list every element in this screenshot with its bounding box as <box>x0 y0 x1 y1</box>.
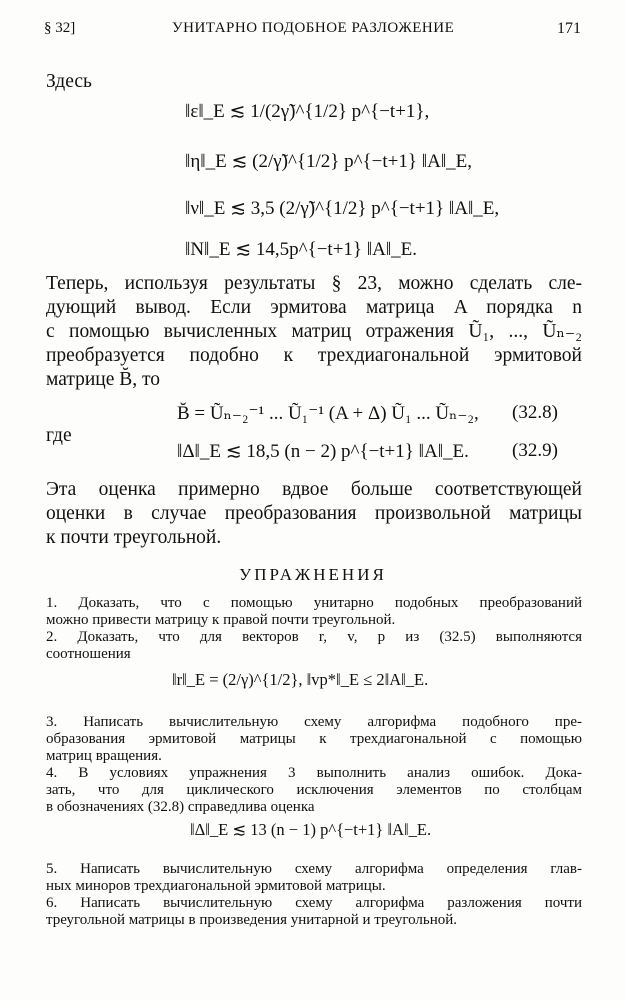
equation-number-32-9: (32.9) <box>512 440 558 461</box>
exercise-line: 5. Написать вычислительную схему алгорифма определения глав- <box>46 861 582 877</box>
exercise-line: 4. В условиях упражнения 3 выполнить анализ ошибок. Дока- <box>46 765 582 781</box>
estimate-N: ‖N‖_E ≲ 14,5p^{−t+1} ‖A‖_E. <box>185 239 418 260</box>
exercise-4-formula: ‖Δ‖_E ≲ 13 (n − 1) p^{−t+1} ‖A‖_E. <box>190 820 432 839</box>
paragraph-2-line: оценки в случае преобразования произвольной матрицы <box>46 503 582 524</box>
exercise-line: соотношения <box>46 646 131 662</box>
exercise-line: зать, что для циклического исключения элементов по столбцам <box>46 782 582 798</box>
running-title: УНИТАРНО ПОДОБНОЕ РАЗЛОЖЕНИЕ <box>172 20 455 36</box>
estimate-eta: ‖η‖_E ≲ (2/γ̃)^{1/2} p^{−t+1} ‖A‖_E, <box>185 151 473 172</box>
paragraph-1-line: матрице B̆, то <box>46 369 161 390</box>
section-ref: § 32] <box>44 20 76 36</box>
exercise-line: 6. Написать вычислительную схему алгорифма разложения почти <box>46 895 582 911</box>
exercise-line: в обозначениях (32.8) справедлива оценка <box>46 799 315 815</box>
exercise-line: 2. Доказать, что для векторов r, v, p из (32.5) выполняются <box>46 629 582 645</box>
exercises-heading: УПРАЖНЕНИЯ <box>239 565 387 584</box>
equation-32-9: ‖Δ‖_E ≲ 18,5 (n − 2) p^{−t+1} ‖A‖_E. <box>177 441 469 462</box>
paragraph-2-line: к почти треугольной. <box>46 527 222 548</box>
equation-32-8: B̆ = Ũₙ₋₂⁻¹ ... Ũ₁⁻¹ (A + Δ) Ũ₁ ... Ũₙ₋₂, <box>177 403 479 424</box>
intro-word: Здесь <box>46 71 92 92</box>
exercise-line: 3. Написать вычислительную схему алгорифма подобного пре- <box>46 714 582 730</box>
estimate-epsilon: ‖ε‖_E ≲ 1/(2γ̃)^{1/2} p^{−t+1}, <box>185 101 430 122</box>
exercise-line: матриц вращения. <box>46 748 162 764</box>
paragraph-1-line: Теперь, используя результаты § 23, можно сделать сле- <box>46 273 582 294</box>
paragraph-1-line: преобразуется подобно к трехдиагональной эрмитовой <box>46 345 582 366</box>
exercise-line: треугольной матрицы в произведения унитарной и треугольной. <box>46 912 458 928</box>
exercise-line: ных миноров трехдиагональной эрмитовой матрицы. <box>46 878 386 894</box>
exercise-line: можно привести матрицу к правой почти треугольной. <box>46 612 396 628</box>
where-word: где <box>46 425 72 446</box>
paragraph-1-line: с помощью вычисленных матриц отражения Ũ₁, ..., Ũₙ₋₂ <box>46 321 582 342</box>
exercise-2-formula: ‖r‖_E = (2/γ)^{1/2}, ‖vp*‖_E ≤ 2‖A‖_E. <box>172 670 429 689</box>
paragraph-1-line: дующий вывод. Если эрмитова матрица A порядка n <box>46 297 582 318</box>
paragraph-2-line: Эта оценка примерно вдвое больше соответствующей <box>46 479 582 500</box>
estimate-nu: ‖ν‖_E ≲ 3,5 (2/γ̃)^{1/2} p^{−t+1} ‖A‖_E, <box>185 198 500 219</box>
equation-number-32-8: (32.8) <box>512 402 558 423</box>
exercise-line: 1. Доказать, что с помощью унитарно подобных преобразований <box>46 595 582 611</box>
page-number: 171 <box>557 20 581 37</box>
exercise-line: образования эрмитовой матрицы к трехдиагональной с помощью <box>46 731 582 747</box>
